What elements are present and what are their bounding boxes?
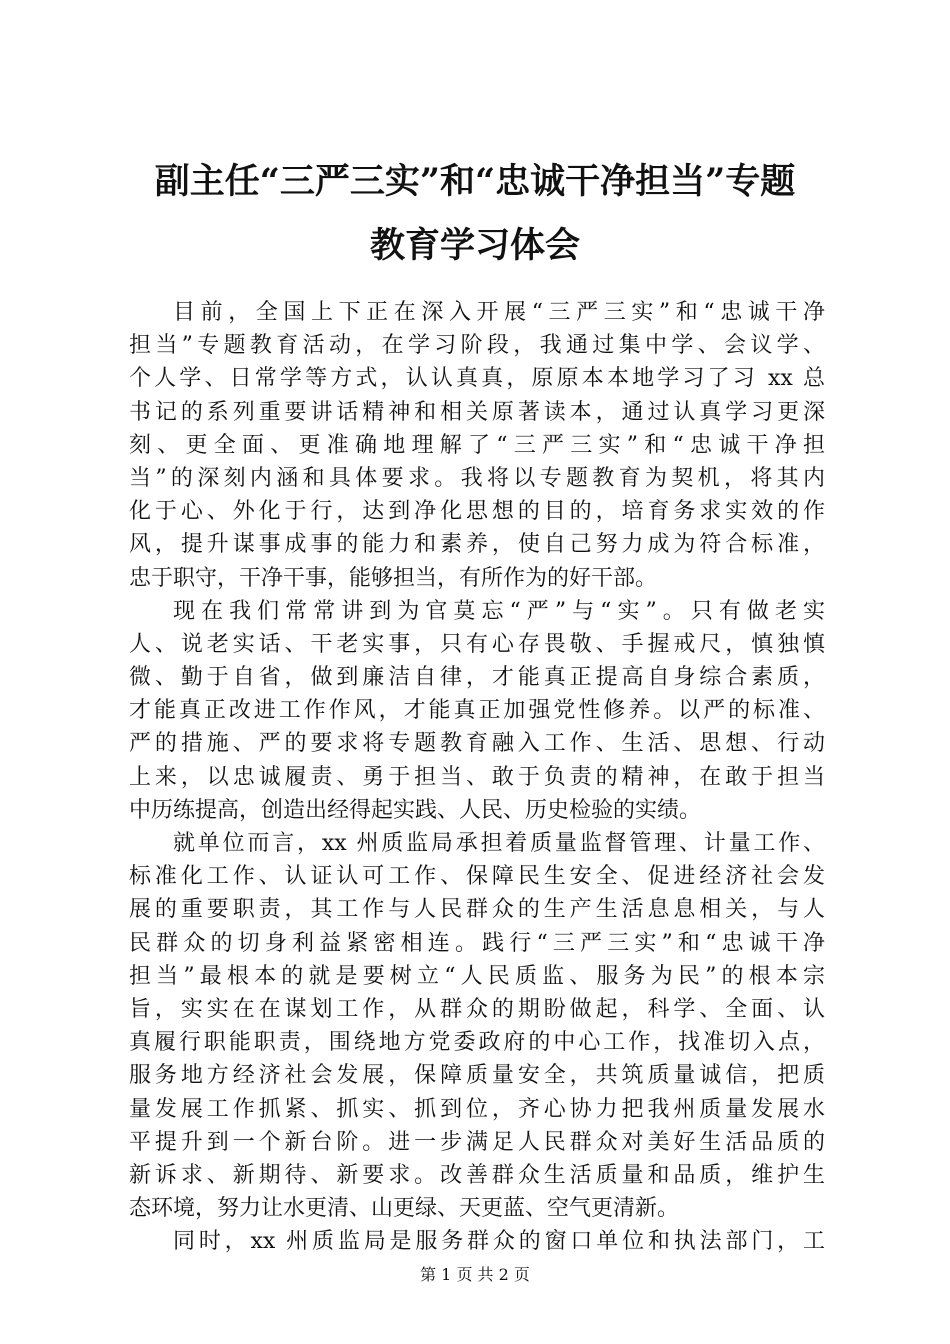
paragraph-line: 态环境，努力让水更清、山更绿、天更蓝、空气更清新。	[129, 1196, 680, 1222]
paragraph-line: 民群众的切身利益紧密相连。践行“三严三实”和“忠诚干净	[129, 930, 825, 956]
paragraph-line: 就单位而言，xx 州质监局承担着质量监督管理、计量工作、	[173, 831, 825, 856]
paragraph-line: 才能真正改进工作作风，才能真正加强党性修养。以严的标准、	[129, 698, 825, 724]
paragraph-line: 当”的深刻内涵和具体要求。我将以专题教育为契机，将其内	[129, 465, 825, 491]
paragraph-line: 微、勤于自省，做到廉洁自律，才能真正提高自身综合素质，	[129, 665, 825, 691]
paragraph-line: 现在我们常常讲到为官莫忘“严”与“实”。只有做老实	[173, 598, 825, 624]
paragraph-line: 严的措施、严的要求将专题教育融入工作、生活、思想、行动	[129, 731, 825, 757]
paragraph-line: 中历练提高，创造出经得起实践、人民、历史检验的实绩。	[129, 797, 702, 823]
page-footer: 第 1 页 共 2 页	[420, 1265, 530, 1284]
paragraph-line: 真履行职能职责，围绕地方党委政府的中心工作，找准切入点，	[129, 1030, 825, 1056]
paragraph-line: 标准化工作、认证认可工作、保障民生安全、促进经济社会发	[129, 864, 825, 890]
document-title-line1: 副主任“三严三实”和“忠诚干净担当”专题	[154, 161, 796, 202]
paragraph-line: 同时，xx 州质监局是服务群众的窗口单位和执法部门，工	[173, 1229, 825, 1255]
document-body	[129, 296, 825, 1258]
document-title-line2: 教育学习体会	[369, 225, 580, 266]
paragraph-line: 化于心、外化于行，达到净化思想的目的，培育务求实效的作	[129, 499, 825, 525]
paragraph-line: 新诉求、新期待、新要求。改善群众生活质量和品质，维护生	[129, 1162, 825, 1188]
paragraph-line: 目前，全国上下正在深入开展“三严三实”和“忠诚干净	[173, 300, 825, 325]
paragraph-line: 量发展工作抓紧、抓实、抓到位，齐心协力把我州质量发展水	[129, 1096, 825, 1122]
paragraph-line: 忠于职守，干净干事，能够担当，有所作为的好干部。	[129, 565, 658, 591]
paragraph-line: 风，提升谋事成事的能力和素养，使自己努力成为符合标准，	[129, 532, 825, 558]
paragraph-line: 人、说老实话、干老实事，只有心存畏敬、手握戒尺，慎独慎	[129, 631, 825, 657]
paragraph-line: 服务地方经济社会发展，保障质量安全，共筑质量诚信，把质	[129, 1063, 825, 1089]
paragraph-line: 上来，以忠诚履责、勇于担当、敢于负责的精神，在敢于担当	[129, 764, 825, 790]
paragraph-line: 担当”专题教育活动，在学习阶段，我通过集中学、会议学、	[129, 333, 825, 359]
paragraph-line: 刻、更全面、更准确地理解了“三严三实”和“忠诚干净担	[129, 432, 825, 458]
paragraph-line: 担当”最根本的就是要树立“人民质监、服务为民”的根本宗	[129, 963, 825, 989]
paragraph-line: 旨，实实在在谋划工作，从群众的期盼做起，科学、全面、认	[129, 996, 825, 1022]
paragraph-line: 平提升到一个新台阶。进一步满足人民群众对美好生活品质的	[129, 1129, 825, 1155]
paragraph-line: 书记的系列重要讲话精神和相关原著读本，通过认真学习更深	[129, 399, 825, 425]
paragraph-line: 个人学、日常学等方式，认认真真，原原本本地学习了习 xx 总	[129, 366, 825, 392]
paragraph-line: 展的重要职责，其工作与人民群众的生产生活息息相关，与人	[129, 897, 825, 923]
